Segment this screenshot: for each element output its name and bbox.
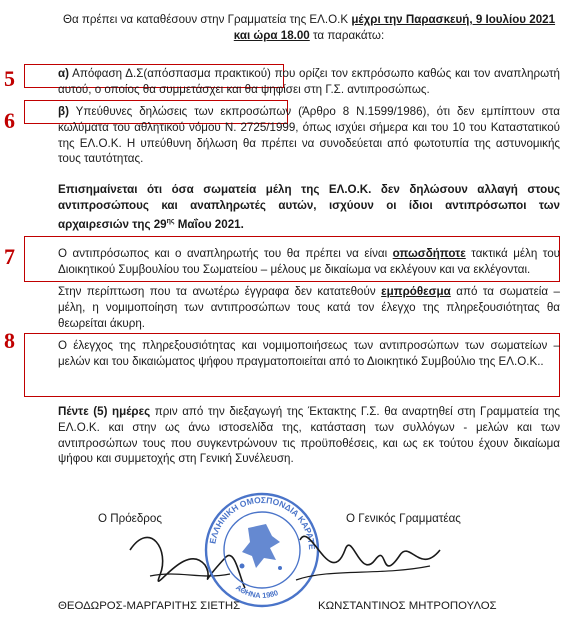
notice-text: Επισημαίνεται ότι όσα σωματεία μέλη της ΕΛ.Ο.Κ. δεν δηλώσουν αλλαγή στους αντιπροσώπους και αναπληρωτές αυτών, ισχύουν οι ίδιοι αντιπρόσωποι των αρχαιρεσιών της 29 <box>58 183 560 231</box>
item-b-text: (Άρθρο 8 Ν.1599/1986), ότι δεν εμπίπτουν στα κωλύματα του αθλητικού νόμου Ν. 2725/1999, όπως ισχύει σήμερα και του 10 του Καταστατικού της ΕΛ.Ο.Κ. Η υπεύθυνη δήλωση θα πρέπει να συνοδεύεται από φωτοτυπία της αστυνομικής τους ταυτότητας. <box>58 105 560 166</box>
item-a-label: α) <box>58 67 69 80</box>
president-signature <box>130 537 245 588</box>
item-b-label: β) <box>58 105 69 118</box>
item-b-paragraph <box>58 104 560 167</box>
notice-paragraph <box>58 182 560 232</box>
five-days-paragraph <box>58 404 560 467</box>
stamp-bottom-text: ΑΘΗΝΑ 1980 <box>234 582 280 601</box>
intro-paragraph <box>58 12 560 44</box>
verification-paragraph <box>58 338 560 370</box>
verification-text: Ο έλεγχος της πληρεξουσιότητας και νομιμοποιήσεως των αντιπροσώπων των σωματείων – μελών και του δικαιώματος ψήφου πραγματοποιείται από το Διοικητικό Συμβούλιο της ΕΛ.Ο.Κ.. <box>58 339 560 368</box>
marker-8: 8 <box>4 328 15 353</box>
late-submission-paragraph <box>58 284 560 331</box>
president-title: Ο Πρόεδρος <box>98 512 162 525</box>
item-a-paragraph <box>58 66 560 98</box>
stamp-ring-text: ΕΛΛΗΝΙΚΗ ΟΜΟΣΠΟΝΔΙΑ ΚΑΡΑΤΕ <box>207 494 318 550</box>
representative-text: Ο αντιπρόσωπος και ο αναπληρωτής του θα πρέπει να είναι <box>58 247 393 260</box>
president-name: ΘΕΟΔΩΡΟΣ-ΜΑΡΓΑΡΙΤΗΣ ΣΙΕΤΗΣ <box>58 600 241 612</box>
representative-paragraph <box>58 246 560 278</box>
late-text-end: από τα σωματεία – μέλη, η νομιμοποίηση των αντιπροσώπων τους κατά τον έλεγχο της πληρεξουσιότητας θα θεωρείται άκυρη. <box>58 285 561 330</box>
representative-text-end: τακτικά μέλη του Διοικητικού Συμβουλίου του Σωματείου – μέλους με δικαίωμα να εκλέγουν και να εκλέγονται. <box>58 247 560 276</box>
five-days-text: πριν από την διεξαγωγή της Έκτακτης Γ.Σ. θα αναρτηθεί στη Γραμματεία της ΕΛ.Ο.Κ. και στην ως άνω ιστοσελίδα της, κατάσταση των συλλόγων - μελών και των αντιπροσώπων τους που συγκεντρώνουν τις προϋποθέσεις, και ως εκ τούτου έχουν δικαίωμα ψήφου και συμμετοχής στη Γενική Συνέλευση. <box>58 405 561 466</box>
marker-5: 5 <box>4 66 15 91</box>
marker-7: 7 <box>4 244 15 269</box>
intro-text-end: τα παρακάτω: <box>309 28 385 42</box>
item-a-boxed-text: Απόφαση Δ.Σ(απόσπασμα πρακτικού) <box>69 67 271 80</box>
organization-stamp <box>206 494 318 606</box>
representative-emphasis: οπωσδήποτε <box>392 247 466 260</box>
stamp-map-emblem <box>242 524 280 568</box>
notice-text-end: Μαΐου 2021. <box>174 217 244 231</box>
deadline-text: μέχρι την Παρασκευή, 9 Ιουλίου 2021 και ώρα 18.00 <box>233 13 556 42</box>
late-text: Στην περίπτωση που τα ανωτέρω έγγραφα δεν κατατεθούν <box>58 285 382 298</box>
secretary-name: ΚΩΝΣΤΑΝΤΙΝΟΣ ΜΗΤΡΟΠΟΥΛΟΣ <box>318 600 497 612</box>
president-signature-loop <box>150 574 230 576</box>
five-days-lead: Πέντε (5) ημέρες <box>58 405 151 418</box>
marker-6: 6 <box>4 108 15 133</box>
secretary-signature <box>300 536 440 566</box>
item-b-boxed-text: Υπεύθυνες δηλώσεις των εκπροσώπων <box>68 105 292 118</box>
intro-text: Θα πρέπει να καταθέσουν στην Γραμματεία της ΕΛ.Ο.Κ <box>62 13 352 26</box>
late-emphasis: εμπρόθεσμα <box>381 285 451 298</box>
item-a-text: που ορίζει τον εκπρόσωπο καθώς και τον αναπληρωτή αυτού, ο οποίος θα συμμετάσχει και θα ψηφίσει στη Γ.Σ. αντιπροσώπως. <box>58 67 560 96</box>
secretary-title: Ο Γενικός Γραμματέας <box>346 512 461 525</box>
notice-superscript: ης <box>166 217 175 225</box>
